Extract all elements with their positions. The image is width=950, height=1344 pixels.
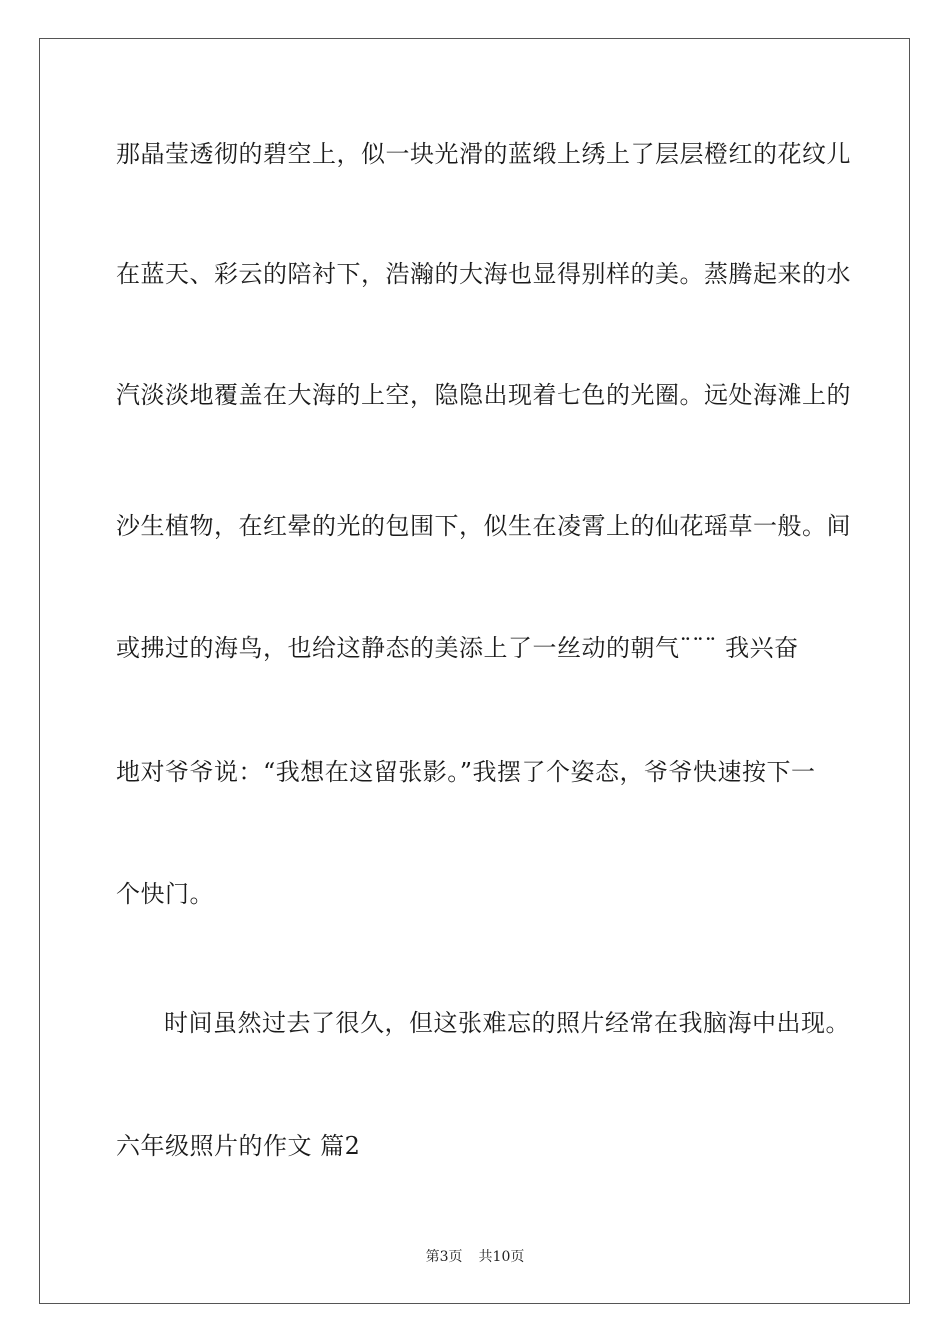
page-frame (39, 38, 910, 1304)
text-line-7: 个快门。 (116, 880, 214, 908)
page-footer (0, 1248, 950, 1266)
text-line-3: 汽淡淡地覆盖在大海的上空，隐隐出现着七色的光圈。远处海滩上的 (116, 381, 851, 409)
text-line-1: 那晶莹透彻的碧空上，似一块光滑的蓝缎上绣上了层层橙红的花纹儿 (116, 140, 851, 168)
section-heading: 六年级照片的作文 篇2 (116, 1132, 361, 1160)
paragraph-2: 时间虽然过去了很久，但这张难忘的照片经常在我脑海中出现。 (164, 1009, 850, 1037)
page-number: 第3页 (425, 1249, 463, 1265)
page-total: 共10页 (478, 1249, 525, 1265)
text-line-5: 或拂过的海鸟，也给这静态的美添上了一丝动的朝气¨¨¨ 我兴奋 (116, 634, 799, 662)
text-line-6: 地对爷爷说：“我想在这留张影。”我摆了个姿态，爷爷快速按下一 (116, 758, 816, 786)
text-line-4: 沙生植物，在红晕的光的包围下，似生在凌霄上的仙花瑶草一般。间 (116, 512, 851, 540)
text-line-2: 在蓝天、彩云的陪衬下，浩瀚的大海也显得别样的美。蒸腾起来的水 (116, 260, 851, 288)
